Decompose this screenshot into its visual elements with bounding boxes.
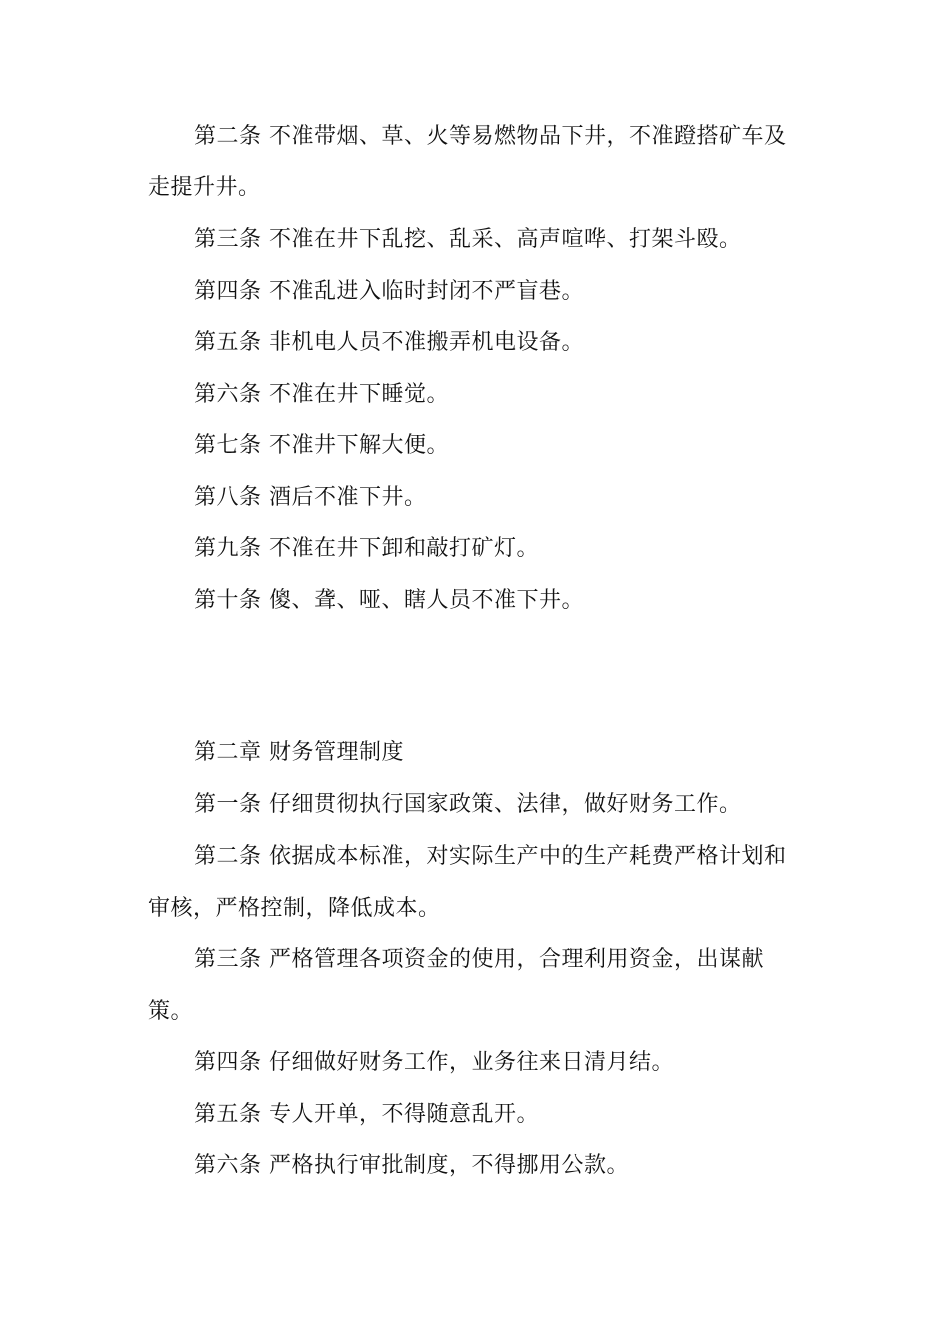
article-3: 第三条 不准在井下乱挖、乱采、高声喧哗、打架斗殴。 xyxy=(194,227,742,252)
article-6: 第六条 不准在井下睡觉。 xyxy=(194,382,449,407)
finance-article-4: 第四条 仔细做好财务工作，业务往来日清月结。 xyxy=(194,1050,674,1075)
article-2-line-1: 第二条 不准带烟、草、火等易燃物品下井，不准蹬搭矿车及 xyxy=(194,124,787,149)
article-10: 第十条 傻、聋、哑、瞎人员不准下井。 xyxy=(194,588,584,613)
finance-article-3-line-1: 第三条 严格管理各项资金的使用，合理利用资金，出谋献 xyxy=(194,947,764,972)
article-4: 第四条 不准乱进入临时封闭不严盲巷。 xyxy=(194,279,584,304)
finance-article-3-line-2: 策。 xyxy=(148,999,194,1024)
article-7: 第七条 不准井下解大便。 xyxy=(194,433,449,458)
article-8: 第八条 酒后不准下井。 xyxy=(194,485,427,510)
finance-article-2-line-2: 审核，严格控制，降低成本。 xyxy=(148,896,441,921)
finance-article-1: 第一条 仔细贯彻执行国家政策、法律，做好财务工作。 xyxy=(194,792,742,817)
article-9: 第九条 不准在井下卸和敲打矿灯。 xyxy=(194,536,539,561)
finance-article-5: 第五条 专人开单，不得随意乱开。 xyxy=(194,1102,539,1127)
chapter-heading: 第二章 财务管理制度 xyxy=(194,740,404,765)
article-2-line-2: 走提升井。 xyxy=(148,175,261,200)
finance-article-6: 第六条 严格执行审批制度，不得挪用公款。 xyxy=(194,1153,629,1178)
article-5: 第五条 非机电人员不准搬弄机电设备。 xyxy=(194,330,584,355)
finance-article-2-line-1: 第二条 依据成本标准，对实际生产中的生产耗费严格计划和 xyxy=(194,844,787,869)
